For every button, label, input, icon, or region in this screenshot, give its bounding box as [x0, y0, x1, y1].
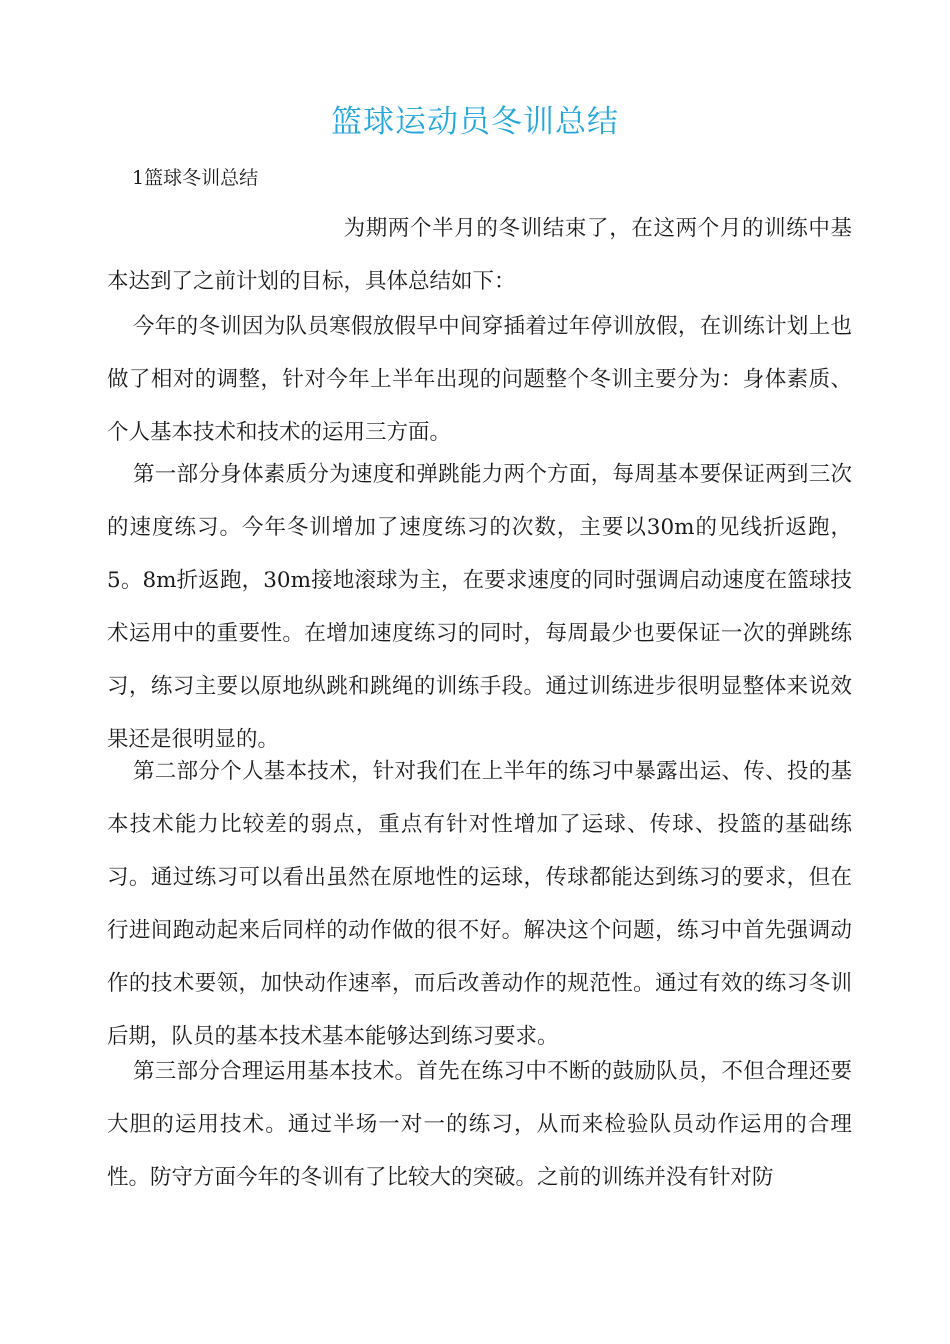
paragraph-1: 今年的冬训因为队员寒假放假早中间穿插着过年停训放假，在训练计划上也做了相对的调整，针对今年上半年出现的问题整个冬训主要分为：身体素质、个人基本技术和技术的运用三方面。 — [107, 314, 852, 445]
document-title: 篮球运动员冬训总结 — [331, 104, 619, 140]
paragraph-intro — [107, 202, 852, 308]
paragraph-intro-text: 为期两个半月的冬训结束了，在这两个月的训练中基本达到了之前计划的目标，具体总结如下： — [107, 216, 852, 294]
paragraph-4: 第三部分合理运用基本技术。首先在练习中不断的鼓励队员，不但合理还要大胆的运用技术。通过半场一对一的练习，从而来检验队员动作运用的合理性。防守方面今年的冬训有了比较大的突破。之前的训练并没有针对防 — [107, 1059, 852, 1190]
paragraph-2: 第一部分身体素质分为速度和弹跳能力两个方面，每周基本要保证两到三次的速度练习。今年冬训增加了速度练习的次数，主要以30m的见线折返跑，5。8m折返跑，30m接地滚球为主，在要求速度的同时强调启动速度在篮球技术运用中的重要性。在增加速度练习的同时，每周最少也要保证一次的弹跳练习，练习主要以原地纵跳和跳绳的训练手段。通过训练进步很明显整体来说效果还是很明显的。 — [107, 462, 852, 752]
section-heading: 1篮球冬训总结 — [132, 167, 259, 189]
paragraph-3: 第二部分个人基本技术，针对我们在上半年的练习中暴露出运、传、投的基本技术能力比较差的弱点，重点有针对性增加了运球、传球、投篮的基础练习。通过练习可以看出虽然在原地性的运球，传球都能达到练习的要求，但在行进间跑动起来后同样的动作做的很不好。解决这个问题，练习中首先强调动作的技术要领，加快动作速率，而后改善动作的规范性。通过有效的练习冬训后期，队员的基本技术基本能够达到练习要求。 — [107, 759, 852, 1049]
